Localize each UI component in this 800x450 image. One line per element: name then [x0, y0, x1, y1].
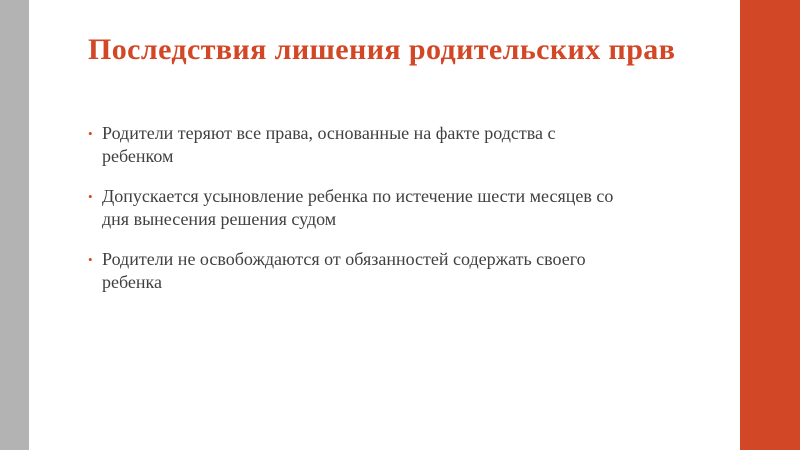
bullet-list [88, 122, 628, 311]
bullet-item [88, 185, 628, 231]
bullet-icon: • [88, 252, 93, 267]
bullet-icon: • [88, 189, 93, 204]
bullet-item [88, 248, 628, 294]
bullet-text: Родители теряют все права, основанные на факте родства с ребенком [102, 123, 556, 166]
right-accent-bar [740, 0, 800, 450]
slide-title: Последствия лишения родительских прав [88, 33, 676, 66]
bullet-text: Родители не освобождаются от обязанностей содержать своего ребенка [102, 249, 586, 292]
bullet-item [88, 122, 628, 168]
bullet-icon: • [88, 126, 93, 141]
left-gray-bar [0, 0, 29, 450]
bullet-text: Допускается усыновление ребенка по истечение шести месяцев со дня вынесения решения судом [102, 186, 614, 229]
